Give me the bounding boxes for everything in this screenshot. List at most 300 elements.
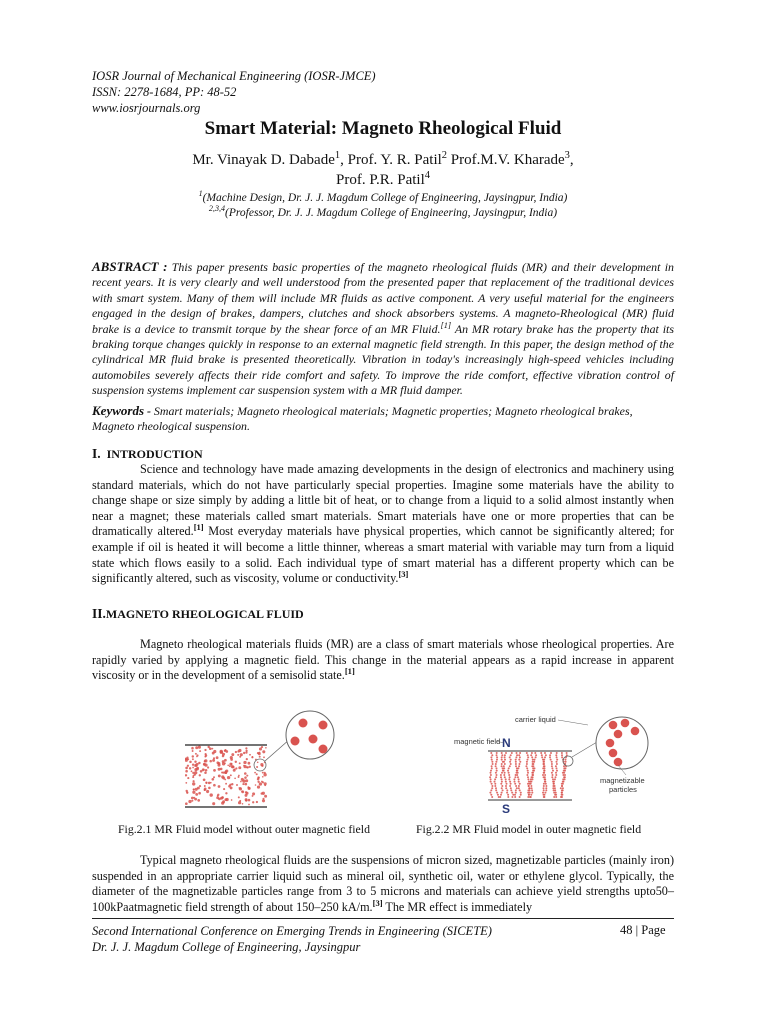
fig2-chain-particle — [510, 759, 512, 761]
fig2-chain-particle — [516, 754, 518, 756]
fig2-zoom-particle — [609, 749, 618, 758]
fig2-chain-particle — [526, 774, 528, 776]
author-3-tail: , — [569, 152, 574, 168]
fig1-particle — [192, 750, 194, 752]
fig2-chain-particle — [504, 754, 506, 756]
fig1-particle — [194, 760, 196, 762]
fig1-particle — [231, 783, 233, 785]
fig2-carrier-label: carrier liquid — [515, 715, 556, 724]
author-1: Mr. Vinayak D. Dabade — [192, 152, 335, 168]
fig2-chain-particle — [513, 778, 515, 780]
fig2-chain-particle — [543, 787, 545, 789]
keywords — [92, 403, 674, 435]
fig2-chain-particle — [565, 759, 567, 761]
fig2-chain-particle — [545, 785, 547, 787]
fig2-chain-particle — [531, 752, 533, 754]
fig2-chain-particle — [556, 756, 558, 758]
fig2-chain-particle — [515, 763, 517, 765]
fig2-chain-particle — [515, 765, 517, 767]
fig2-chain-particle — [514, 796, 516, 798]
section-2-body-continued — [92, 853, 674, 915]
fig2-chain-particle — [545, 789, 547, 791]
fig1-particle — [251, 756, 253, 758]
fig2-chain-particle — [504, 756, 506, 758]
fig2-chain-particle — [549, 754, 551, 756]
fig2-chain-particle — [564, 774, 566, 776]
fig1-particle — [197, 799, 200, 802]
fig1-particle — [257, 786, 260, 789]
fig1-particle — [235, 751, 237, 753]
fig1-particle — [189, 761, 192, 764]
fig2-chain-particle — [556, 763, 558, 765]
fig2-chain-particle — [510, 787, 512, 789]
fig2-chain-particle — [544, 765, 546, 767]
fig2-chain-particle — [556, 752, 558, 754]
fig2-chain-particle — [508, 774, 510, 776]
fig2-chain-particle — [531, 787, 533, 789]
fig2-chain-particle — [566, 752, 568, 754]
author-1-sup: 1 — [334, 150, 341, 161]
fig2-chain-particle — [543, 796, 545, 798]
fig2-chain-particle — [506, 792, 508, 794]
fig2-chain-particle — [495, 772, 497, 774]
fig2-chain-particle — [505, 785, 507, 787]
fig2-chain-particle — [496, 792, 498, 794]
fig1-particle — [191, 747, 194, 750]
fig2-chain-particle — [508, 767, 510, 769]
section-2-title: MAGNETO RHEOLOGICAL FLUID — [105, 607, 304, 621]
fig2-chain-particle — [504, 776, 506, 778]
fig2-chain-particle — [491, 767, 493, 769]
fig2-chain-particle — [531, 756, 533, 758]
fig2-chain-particle — [560, 796, 562, 798]
fig1-particle — [225, 798, 228, 801]
fig1-particle — [256, 766, 258, 768]
fig1-particle — [208, 787, 211, 790]
fig2-chain-particle — [491, 787, 493, 789]
fig1-particle — [228, 785, 231, 788]
keywords-sep: - — [144, 404, 154, 418]
author-line-2 — [92, 170, 674, 190]
author-line-1 — [92, 150, 674, 170]
fig2-chain-particle — [491, 785, 493, 787]
fig2-chain-particle — [540, 752, 542, 754]
fig1-particle — [193, 780, 195, 782]
fig1-particle — [213, 784, 216, 787]
fig1-particle — [235, 767, 237, 769]
fig2-chain-particle — [514, 783, 516, 785]
fig2-chain-particle — [534, 752, 536, 754]
fig1-zoom-particle — [291, 737, 300, 746]
keywords-text: Smart materials; Magneto rheological materials; Magnetic properties; Magneto rheological brakes, Magneto rheological suspension. — [92, 404, 633, 434]
fig2-chain-particle — [505, 787, 507, 789]
fig2-chain-particle — [520, 792, 522, 794]
fig1-particle — [193, 797, 195, 799]
fig1-particle — [204, 788, 207, 791]
fig2-chain-particle — [527, 759, 529, 761]
affiliation-1 — [92, 191, 674, 206]
fig2-chain-particle — [496, 754, 498, 756]
fig1-particle — [257, 778, 260, 781]
fig1-particle — [224, 750, 226, 752]
fig2-chain-particle — [505, 752, 507, 754]
fig1-particle — [242, 783, 244, 785]
fig1-particle — [235, 761, 237, 763]
figure-2-2-caption: Fig.2.2 MR Fluid model in outer magnetic field — [416, 822, 642, 836]
fig2-zoom-particle — [609, 721, 618, 730]
fig1-particle — [225, 783, 227, 785]
fig1-particle — [238, 776, 240, 778]
fig2-chain-particle — [490, 772, 492, 774]
fig2-chain-particle — [551, 765, 553, 767]
fig2-chain-particle — [554, 785, 556, 787]
fig2-chain-particle — [501, 772, 503, 774]
fig1-particle — [258, 752, 261, 755]
fig1-particle — [231, 799, 233, 801]
fig2-chain-particle — [535, 756, 537, 758]
fig2-chain-particle — [549, 756, 551, 758]
fig2-chain-particle — [564, 776, 566, 778]
fig1-particle — [259, 756, 261, 758]
fig2-chain-particle — [504, 772, 506, 774]
fig2-chain-particle — [491, 761, 493, 763]
fig1-particle — [240, 753, 243, 756]
fig2-chain-particle — [530, 778, 532, 780]
fig1-particle — [224, 762, 226, 764]
fig1-particle — [222, 777, 225, 780]
affiliation-2-text: (Professor, Dr. J. J. Magdum College of Engineering, Jaysingpur, India) — [225, 207, 558, 219]
fig2-chain-particle — [495, 765, 497, 767]
fig1-particle — [243, 752, 245, 754]
author-3-sup: 3 — [564, 150, 570, 161]
fig2-chain-particle — [509, 776, 511, 778]
fig2-chain-particle — [565, 761, 567, 763]
fig2-chain-particle — [544, 752, 546, 754]
section-1-text-a: Science and technology have made amazing developments in the design of electronics and machinery using standard materials, which do not have particularly special properties. Imagine some materials have the ability to change shape or size simply by adding a little bit of heat, or to change from a liquid to a solid almost instantly when near a magnet; these materials called smart materials. Smart materials have one or more properties that can be dramatically altered. — [92, 462, 674, 539]
fig2-chain-particle — [515, 789, 517, 791]
fig1-particle — [264, 784, 266, 786]
fig1-particle — [199, 774, 201, 776]
fig1-particle — [197, 767, 199, 769]
fig2-chain-particle — [518, 754, 520, 756]
fig1-particle — [199, 785, 201, 787]
fig2-chain-particle — [505, 781, 507, 783]
fig2-chain-particle — [551, 763, 553, 765]
fig1-particle — [210, 793, 213, 796]
abstract-text-b: An MR rotary brake has the property that its braking torque changes quickly in response to an external magnetic field strength. In this paper, the design method of the cylindrical MR fluid brake is presented theoretically. Vibration in today's increasingly high-speed vehicles including automobiles severely affects their ride comfort and safety. To improve the ride comfort, effective vibration control of suspension systems implement car suspension system with a MR fluid damper. — [92, 321, 674, 398]
fig1-particle — [223, 788, 225, 790]
fig1-particle — [206, 782, 208, 784]
fig1-zoom-marker — [254, 759, 266, 771]
fig2-chain-particle — [499, 796, 501, 798]
fig2-chain-particle — [527, 778, 529, 780]
fig2-chain-particle — [503, 770, 505, 772]
fig1-particle — [193, 775, 195, 777]
fig2-chain-particle — [555, 772, 557, 774]
fig2-chain-particle — [516, 752, 518, 754]
fig2-chain-particle — [495, 789, 497, 791]
fig2-chain-particle — [501, 756, 503, 758]
fig1-particle — [211, 778, 214, 781]
fig2-chain-particle — [531, 774, 533, 776]
fig1-particle — [231, 753, 234, 756]
fig2-chain-particle — [495, 763, 497, 765]
fig1-particle — [248, 804, 250, 806]
fig2-chain-particle — [555, 792, 557, 794]
fig2-chain-particle — [543, 759, 545, 761]
fig1-particle — [207, 746, 209, 748]
fig1-particle — [260, 763, 263, 766]
fig2-chain-particle — [520, 794, 522, 796]
fig2-chain-particle — [501, 754, 503, 756]
fig2-chain-particle — [519, 789, 521, 791]
fig2-chain-particle — [495, 776, 497, 778]
fig1-particle — [262, 798, 264, 800]
fig1-particle — [225, 792, 227, 794]
fig2-chain-particle — [526, 752, 528, 754]
fig2-chain-particle — [552, 774, 554, 776]
section-2-paragraph — [92, 637, 674, 684]
fig1-particle — [244, 776, 247, 779]
figure-2-2-diagram — [450, 703, 660, 815]
fig1-zoom-particle — [319, 721, 328, 730]
fig1-particle — [245, 783, 248, 786]
fig2-chain-particle — [561, 756, 563, 758]
section-1-heading — [92, 446, 203, 462]
fig2-carrier-pointer — [558, 720, 588, 725]
fig2-chain-particle — [544, 770, 546, 772]
fig1-particle — [230, 756, 233, 759]
fig2-chain-particle — [489, 792, 491, 794]
fig2-chain-particle — [507, 796, 509, 798]
fig2-chain-particle — [543, 783, 545, 785]
fig1-particle — [230, 774, 232, 776]
fig2-chain-particle — [496, 770, 498, 772]
fig2-chain-particle — [503, 765, 505, 767]
fig1-particle — [185, 767, 188, 770]
fig1-particle — [245, 747, 247, 749]
fig2-chain-particle — [544, 774, 546, 776]
fig2-chain-particle — [510, 783, 512, 785]
fig1-particle — [198, 746, 201, 749]
abstract-text-a: This paper presents basic properties of the magneto rheological fluids (MR) and their development in recent years. It is very clearly and well understood from the presented paper that replacement of the traditional devices with smart system. Many of them will include MR fluids as active component. A very useful material for the engineers engaged in the design of brakes, dampers, clutches and shock absorbers systems. A magneto-Rheological (MR) fluid brake is a device to transmit torque by the shear force of an MR Fluid. — [92, 260, 674, 336]
keywords-label: Keywords — [92, 403, 144, 418]
fig1-particle — [246, 792, 249, 795]
section-2-paragraph-2 — [92, 853, 674, 915]
section-2-heading — [92, 606, 304, 622]
fig1-particle — [203, 769, 205, 771]
fig1-particle — [265, 747, 267, 749]
fig1-particle — [231, 765, 234, 768]
fig1-particle — [218, 774, 221, 777]
fig2-chain-particle — [514, 776, 516, 778]
fig2-chain-particle — [518, 765, 520, 767]
fig1-particle — [237, 754, 239, 756]
fig2-chain-particle — [501, 781, 503, 783]
fig1-zoom-circle — [286, 711, 334, 759]
fig1-particle — [204, 749, 206, 751]
fig2-chain-particle — [561, 752, 563, 754]
fig2-chain-particle — [514, 794, 516, 796]
fig1-particle — [222, 796, 224, 798]
fig1-particle — [256, 773, 258, 775]
fig2-chain-particle — [496, 774, 498, 776]
fig1-particle — [248, 762, 251, 765]
fig2-chain-particle — [531, 792, 533, 794]
fig2-chain-particle — [542, 792, 544, 794]
fig2-chain-particle — [545, 783, 547, 785]
fig2-chain-particle — [515, 761, 517, 763]
fig2-chain-particle — [526, 761, 528, 763]
fig2-chain-particle — [527, 770, 529, 772]
fig1-particle — [204, 760, 206, 762]
fig1-particle — [248, 799, 251, 802]
fig1-particle — [217, 794, 219, 796]
fig1-particle — [212, 802, 215, 805]
fig1-particle — [206, 790, 209, 793]
fig1-particle — [205, 754, 207, 756]
abstract-label: ABSTRACT : — [92, 259, 168, 274]
fig2-chain-particle — [490, 789, 492, 791]
fig2-chain-particle — [556, 761, 558, 763]
fig1-particle — [264, 795, 267, 798]
fig1-particle — [207, 766, 209, 768]
journal-header — [92, 68, 376, 116]
fig2-chain-particle — [541, 754, 543, 756]
fig1-particle — [213, 769, 216, 772]
fig2-chain-particle — [491, 765, 493, 767]
fig2-chain-particle — [509, 781, 511, 783]
fig1-particle — [204, 763, 207, 766]
fig2-chain-particle — [564, 770, 566, 772]
fig2-chain-particle — [518, 785, 520, 787]
fig2-chain-particle — [516, 787, 518, 789]
fig2-chain-particle — [543, 772, 545, 774]
footer-page-number: 48 | Page — [620, 923, 666, 937]
fig2-chain-particle — [529, 789, 531, 791]
fig1-particle — [262, 772, 264, 774]
fig2-chain-particle — [544, 781, 546, 783]
fig1-particle — [245, 779, 248, 782]
fig2-chain-particle — [561, 754, 563, 756]
footer-college: Dr. J. J. Magdum College of Engineering, Jaysingpur — [92, 940, 361, 954]
fig1-particle — [262, 776, 264, 778]
fig2-chain-particle — [495, 761, 497, 763]
fig2-chain-particle — [551, 776, 553, 778]
fig2-chain-particle — [518, 778, 520, 780]
fig2-chain-particle — [552, 770, 554, 772]
fig2-chain-particle — [500, 776, 502, 778]
fig2-chain-particle — [491, 783, 493, 785]
fig2-chain-particle — [555, 776, 557, 778]
fig1-particle — [192, 767, 194, 769]
fig2-chain-particle — [491, 754, 493, 756]
section-1-number: I. — [92, 446, 101, 461]
fig2-chain-particle — [519, 763, 521, 765]
fig2-chain-particle — [515, 759, 517, 761]
fig2-chain-particle — [497, 794, 499, 796]
fig1-particle — [238, 796, 240, 798]
fig2-chain-particle — [555, 794, 557, 796]
fig2-zoom-particle — [621, 719, 630, 728]
affiliations — [92, 191, 674, 221]
fig1-particle — [256, 801, 258, 803]
fig2-chain-particle — [550, 752, 552, 754]
fig2-chain-particle — [526, 763, 528, 765]
section-1-body — [92, 462, 674, 587]
fig1-particle — [216, 761, 219, 764]
fig1-particle — [191, 800, 193, 802]
fig1-zoom-particle — [299, 719, 308, 728]
fig2-chain-particle — [561, 792, 563, 794]
fig1-particle — [231, 763, 233, 765]
fig1-particle — [239, 762, 241, 764]
fig2-chain-particle — [529, 796, 531, 798]
fig1-particle — [263, 773, 266, 776]
fig2-chain-particle — [554, 787, 556, 789]
section-1-cite-1: [1] — [193, 522, 204, 533]
fig2-chain-particle — [527, 772, 529, 774]
fig2-chain-particle — [511, 792, 513, 794]
fig1-particle — [195, 788, 198, 791]
author-2-sup: 2 — [441, 150, 448, 161]
fig2-chain-particle — [543, 794, 545, 796]
fig2-chain-particle — [516, 770, 518, 772]
fig2-chain-particle — [496, 756, 498, 758]
fig1-particle — [191, 770, 193, 772]
fig1-particle — [244, 772, 247, 775]
fig1-particle — [212, 748, 214, 750]
fig2-chain-particle — [555, 754, 557, 756]
fig2-chain-particle — [494, 781, 496, 783]
journal-issn: ISSN: 2278-1684, PP: 48-52 — [92, 85, 237, 99]
fig2-chain-particle — [563, 765, 565, 767]
fig2-chain-particle — [532, 763, 534, 765]
fig1-particle — [222, 755, 224, 757]
fig1-particle — [185, 782, 187, 784]
fig2-chain-particle — [556, 767, 558, 769]
fig1-particle — [192, 764, 194, 766]
fig2-chain-particle — [560, 787, 562, 789]
fig2-chain-particle — [492, 763, 494, 765]
fig1-particle — [218, 785, 221, 788]
fig1-particle — [227, 776, 230, 779]
fig2-zoom-particle — [606, 739, 615, 748]
fig2-chain-particle — [501, 763, 503, 765]
section-2-cont-cite: [3] — [372, 897, 383, 908]
affiliation-2 — [92, 206, 674, 221]
fig2-chain-particle — [530, 754, 532, 756]
fig2-chain-particle — [508, 772, 510, 774]
fig2-chain-particle — [563, 772, 565, 774]
fig2-chain-particle — [491, 796, 493, 798]
journal-website: www.iosrjournals.org — [92, 101, 201, 115]
fig2-chain-particle — [519, 783, 521, 785]
fig2-chain-particle — [562, 787, 564, 789]
fig1-particle — [249, 766, 251, 768]
fig1-particle — [189, 767, 191, 769]
section-1-cite-2: [3] — [398, 569, 409, 580]
fig2-chain-particle — [561, 785, 563, 787]
fig1-particle — [188, 800, 191, 803]
fig2-field-label: magnetic field — [454, 737, 501, 746]
fig1-particle — [192, 755, 194, 757]
fig2-chain-particle — [554, 778, 556, 780]
fig2-chain-particle — [515, 756, 517, 758]
fig1-particle — [243, 761, 246, 764]
fig2-chain-particle — [510, 789, 512, 791]
fig2-chain-particle — [490, 756, 492, 758]
